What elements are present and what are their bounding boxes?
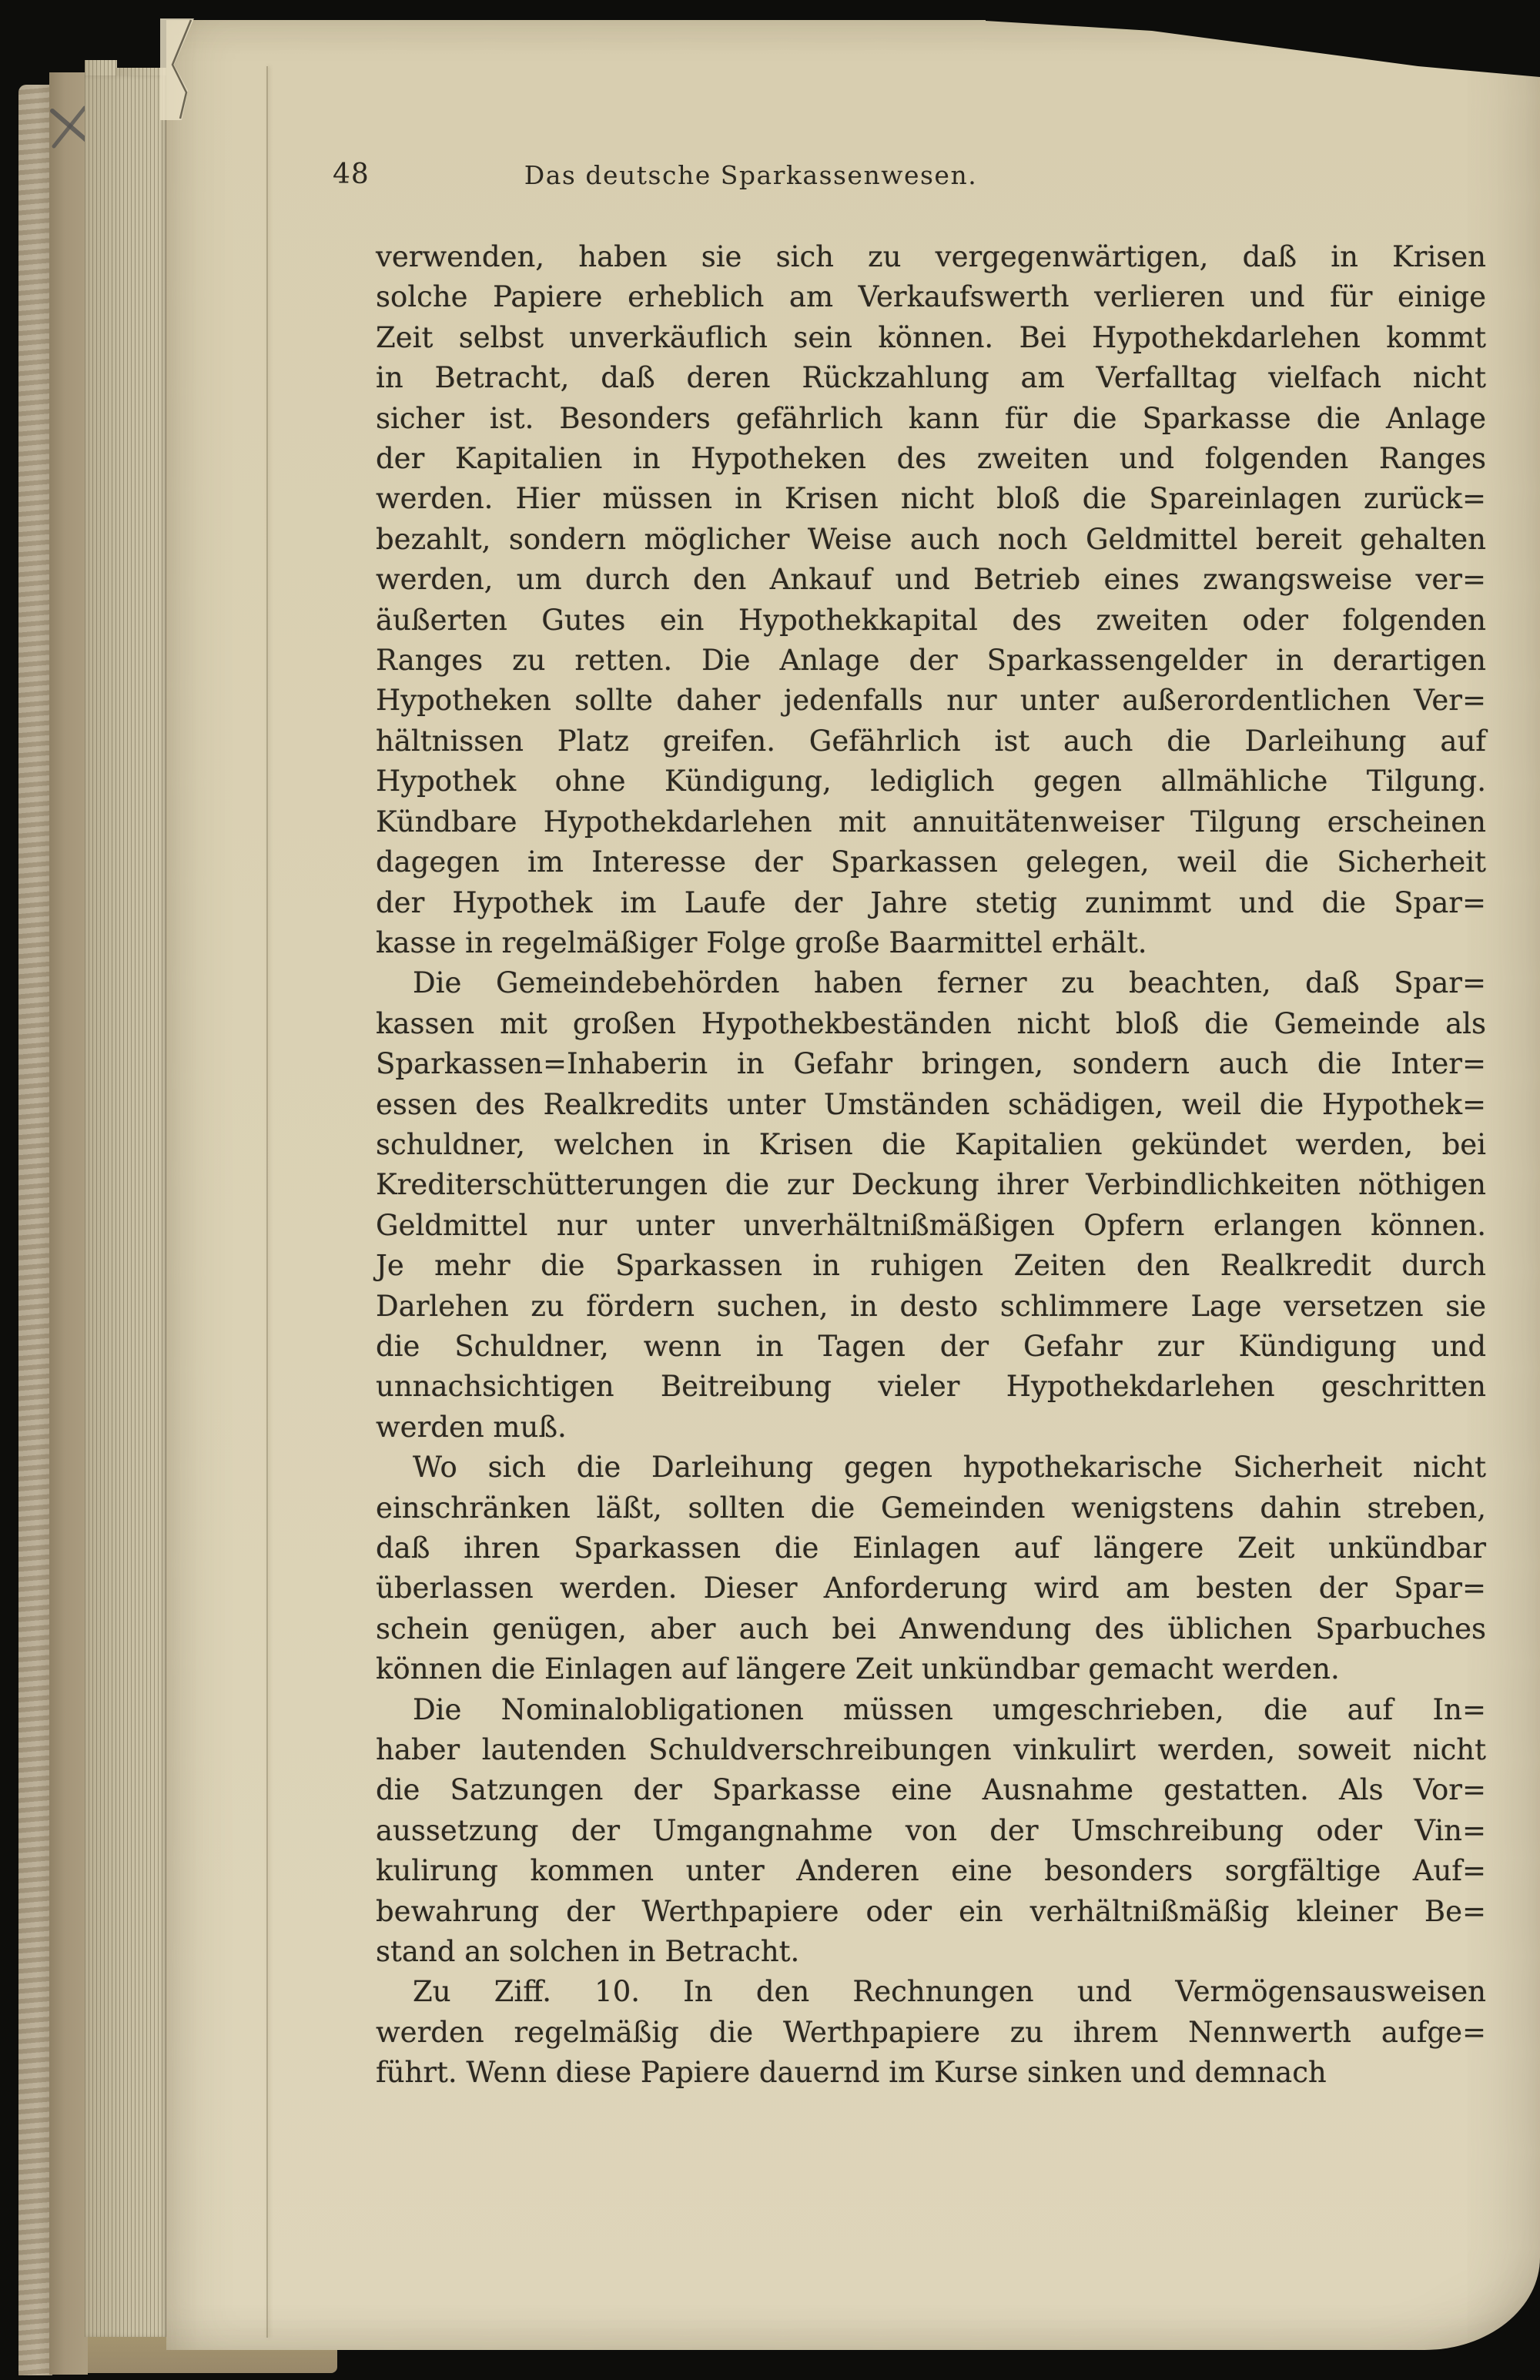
text-line: können die Einlagen auf längere Zeit unkündbar gemacht werden.	[376, 1652, 1340, 1686]
text-line: haber lautenden Schuldverschreibungen vinkulirt werden, soweit nicht	[376, 1733, 1486, 1767]
text-line: kulirung kommen unter Anderen eine besonders sorgfältige Auf=	[376, 1854, 1486, 1888]
text-line: in Betracht, daß deren Rückzahlung am Verfalltag vielfach nicht	[376, 361, 1486, 395]
text-line: schein genügen, aber auch bei Anwendung des üblichen Sparbuches	[376, 1612, 1486, 1645]
text-line: bezahlt, sondern möglicher Weise auch noch Geldmittel bereit gehalten	[376, 522, 1486, 556]
text-line: werden regelmäßig die Werthpapiere zu ihrem Nennwerth aufge=	[376, 2015, 1486, 2049]
book-spine	[18, 85, 52, 2375]
text-line: äußerten Gutes ein Hypothekkapital des zweiten oder folgenden	[376, 603, 1486, 637]
text-line: führt. Wenn diese Papiere dauernd im Kurse sinken und demnach	[376, 2056, 1327, 2090]
text-line: bewahrung der Werthpapiere oder ein verhältnißmäßig kleiner Be=	[376, 1894, 1486, 1928]
text-line: die Schuldner, wenn in Tagen der Gefahr zur Kündigung und	[376, 1329, 1486, 1363]
text-line: überlassen werden. Dieser Anforderung wird am besten der Spar=	[376, 1572, 1486, 1605]
running-title: Das deutsche Sparkassenwesen.	[524, 160, 978, 190]
text-line: daß ihren Sparkassen die Einlagen auf längere Zeit unkündbar	[376, 1531, 1486, 1565]
text-line: aussetzung der Umgangnahme von der Umschreibung oder Vin=	[376, 1813, 1486, 1847]
page-crease	[266, 66, 268, 2338]
text-line: essen des Realkredits unter Umständen schädigen, weil die Hypothek=	[376, 1087, 1486, 1121]
text-line: solche Papiere erheblich am Verkaufswerth verlieren und für einige	[376, 280, 1486, 314]
page-number: 48	[333, 159, 370, 190]
text-line: Hypothek ohne Kündigung, lediglich gegen allmähliche Tilgung.	[376, 765, 1486, 798]
text-line: Sparkassen=Inhaberin in Gefahr bringen, sondern auch die Inter=	[376, 1047, 1486, 1081]
text-line: Zeit selbst unverkäuflich sein können. Bei Hypothekdarlehen kommt	[376, 320, 1486, 354]
text-line: unnachsichtigen Beitreibung vieler Hypothekdarlehen geschritten	[376, 1370, 1486, 1404]
text-line: der Hypothek im Laufe der Jahre stetig zunimmt und die Spar=	[376, 885, 1486, 919]
text-line: Die Nominalobligationen müssen umgeschrieben, die auf In=	[413, 1692, 1486, 1726]
book-page	[166, 20, 1540, 2350]
text-line: Krediterschütterungen die zur Deckung ihrer Verbindlichkeiten nöthigen	[376, 1168, 1486, 1202]
page-header	[333, 157, 1486, 192]
text-line: Je mehr die Sparkassen in ruhigen Zeiten den Realkredit durch	[376, 1249, 1486, 1283]
text-line: die Satzungen der Sparkasse eine Ausnahme gestatten. Als Vor=	[376, 1773, 1486, 1807]
text-line: verwenden, haben sie sich zu vergegenwärtigen, daß in Krisen	[376, 240, 1486, 273]
text-line: der Kapitalien in Hypotheken des zweiten und folgenden Ranges	[376, 442, 1486, 476]
text-line: Zu Ziff. 10. In den Rechnungen und Vermögensausweisen	[413, 1975, 1486, 2009]
page-tear	[160, 18, 260, 126]
text-line: werden muß.	[376, 1410, 567, 1444]
text-line: schuldner, welchen in Krisen die Kapitalien gekündet werden, bei	[376, 1127, 1486, 1161]
pencil-x-mark	[49, 89, 89, 151]
text-line: werden, um durch den Ankauf und Betrieb eines zwangsweise ver=	[376, 563, 1486, 597]
page-edges-stack	[85, 75, 168, 2337]
text-line: Die Gemeindebehörden haben ferner zu beachten, daß Spar=	[413, 966, 1486, 1000]
text-line: Wo sich die Darleihung gegen hypothekarische Sicherheit nicht	[413, 1451, 1486, 1485]
text-line: Ranges zu retten. Die Anlage der Sparkassengelder in derartigen	[376, 644, 1486, 678]
text-line: einschränken läßt, sollten die Gemeinden wenigstens dahin streben,	[376, 1491, 1486, 1525]
text-block	[376, 237, 1486, 2094]
text-line: Geldmittel nur unter unverhältnißmäßigen Opfern erlangen können.	[376, 1208, 1486, 1242]
text-line: Kündbare Hypothekdarlehen mit annuitätenweiser Tilgung erscheinen	[376, 805, 1486, 839]
book-cover-edge	[49, 72, 88, 2375]
text-line: kassen mit großen Hypothekbeständen nicht bloß die Gemeinde als	[376, 1006, 1486, 1040]
text-line: werden. Hier müssen in Krisen nicht bloß die Spareinlagen zurück=	[376, 482, 1486, 516]
text-line: stand an solchen in Betracht.	[376, 1935, 800, 1969]
page-edge-step	[85, 60, 117, 75]
text-line: kasse in regelmäßiger Folge große Baarmittel erhält.	[376, 926, 1147, 959]
text-line: sicher ist. Besonders gefährlich kann für die Sparkasse die Anlage	[376, 401, 1486, 435]
text-line: dagegen im Interesse der Sparkassen gelegen, weil die Sicherheit	[376, 845, 1486, 879]
text-line: hältnissen Platz greifen. Gefährlich ist auch die Darleihung auf	[376, 724, 1486, 758]
text-line: Darlehen zu fördern suchen, in desto schlimmere Lage versetzen sie	[376, 1289, 1486, 1323]
text-line: Hypotheken sollte daher jedenfalls nur unter außerordentlichen Ver=	[376, 684, 1486, 718]
